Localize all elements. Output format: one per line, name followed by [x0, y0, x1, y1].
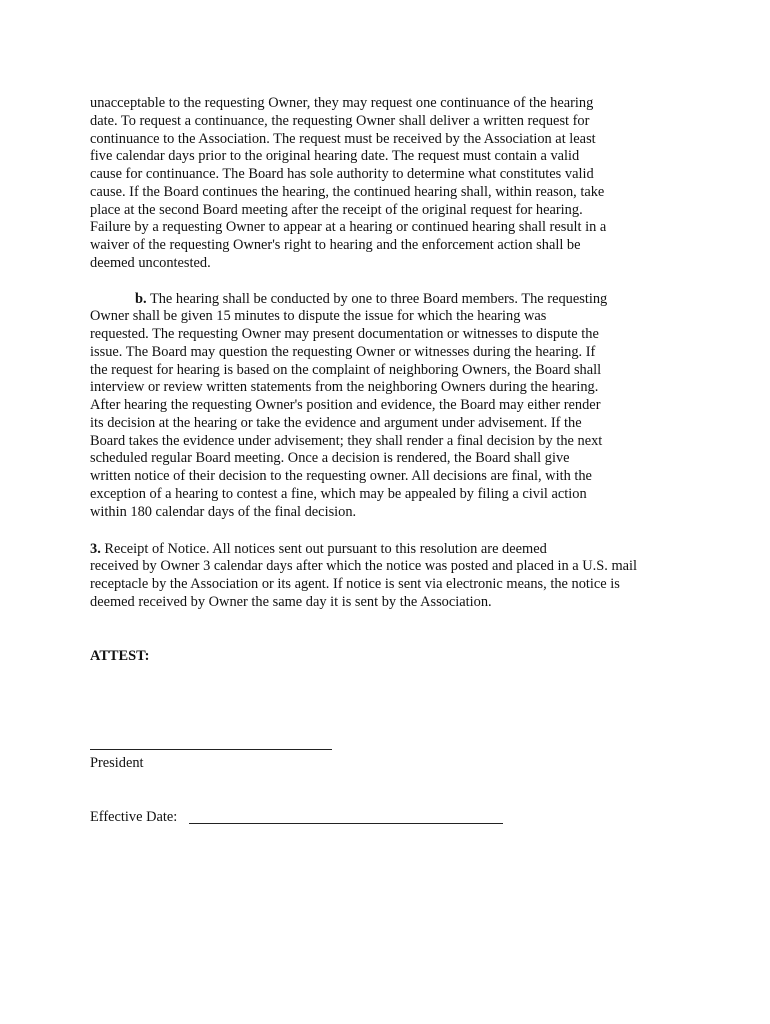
paragraph-line: waiver of the requesting Owner's right to hearing and the enforcement action shall be — [90, 237, 581, 253]
paragraph-line: Owner shall be given 15 minutes to dispute the issue for which the hearing was — [90, 308, 547, 324]
paragraph-line: cause. If the Board continues the hearing, the continued hearing shall, within reason, take — [90, 184, 605, 200]
paragraph-line: interview or review written statements from the neighboring Owners during the hearing. — [90, 379, 599, 395]
paragraph-line: five calendar days prior to the original hearing date. The request must contain a valid — [90, 148, 580, 164]
paragraph-line: scheduled regular Board meeting. Once a decision is rendered, the Board shall give — [90, 450, 570, 466]
section-3-text: Receipt of Notice. All notices sent out pursuant to this resolution are deemed — [100, 541, 547, 557]
paragraph-line: After hearing the requesting Owner's position and evidence, the Board may either render — [90, 397, 601, 413]
signature-line[interactable] — [90, 749, 332, 750]
paragraph-line: requested. The requesting Owner may present documentation or witnesses to dispute the — [90, 326, 599, 342]
paragraph-line: deemed uncontested. — [90, 255, 211, 271]
paragraph-line: continuance to the Association. The request must be received by the Association at least — [90, 131, 596, 147]
paragraph-line: exception of a hearing to contest a fine, which may be appealed by filing a civil action — [90, 486, 587, 502]
section-3-first-line — [90, 540, 547, 558]
effective-date-field[interactable] — [189, 823, 503, 824]
paragraph-line: within 180 calendar days of the final decision. — [90, 504, 357, 520]
paragraph-line: receptacle by the Association or its agent. If notice is sent via electronic means, the notice is — [90, 576, 620, 592]
paragraph-line: deemed received by Owner the same day it is sent by the Association. — [90, 594, 492, 610]
paragraph-line: written notice of their decision to the requesting owner. All decisions are final, with the — [90, 468, 592, 484]
paragraph-b-first-line — [135, 290, 607, 308]
paragraph-line: its decision at the hearing or take the evidence and argument under advisement. If the — [90, 415, 582, 431]
effective-date-label: Effective Date: — [90, 809, 181, 825]
section-3-marker: 3. — [90, 541, 101, 557]
paragraph-line: the request for hearing is based on the complaint of neighboring Owners, the Board shall — [90, 362, 602, 378]
paragraph-line: received by Owner 3 calendar days after which the notice was posted and placed in a U.S. mail — [90, 558, 638, 574]
paragraph-line: Board takes the evidence under advisement; they shall render a final decision by the next — [90, 433, 603, 449]
paragraph-line: Failure by a requesting Owner to appear at a hearing or continued hearing shall result in a — [90, 219, 607, 235]
paragraph-b-marker: b. — [135, 291, 147, 307]
signature-title: President — [90, 755, 144, 771]
paragraph-line: unacceptable to the requesting Owner, they may request one continuance of the hearing — [90, 95, 594, 111]
paragraph-line: issue. The Board may question the requesting Owner or witnesses during the hearing. If — [90, 344, 596, 360]
paragraph-line: cause for continuance. The Board has sole authority to determine what constitutes valid — [90, 166, 594, 182]
paragraph-line: place at the second Board meeting after the receipt of the original request for hearing. — [90, 202, 583, 218]
paragraph-b-text: The hearing shall be conducted by one to three Board members. The requesting — [146, 291, 608, 307]
attest-heading: ATTEST: — [90, 648, 150, 664]
paragraph-line: date. To request a continuance, the requesting Owner shall deliver a written request for — [90, 113, 590, 129]
